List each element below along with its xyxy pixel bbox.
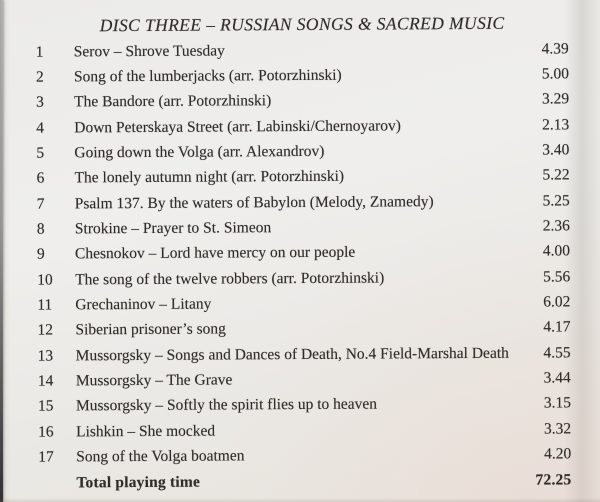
track-time: 3.40 [542, 141, 570, 159]
disc-title: DISC THREE – RUSSIAN SONGS & SACRED MUSIC [99, 12, 505, 36]
track-row [37, 214, 570, 243]
track-time: 5.22 [542, 166, 570, 184]
track-number: 5 [36, 144, 45, 162]
track-number: 12 [37, 321, 54, 340]
track-title: Mussorgsky – The Grave [75, 371, 233, 390]
track-number: 9 [36, 245, 45, 264]
track-time: 6.02 [543, 293, 571, 311]
track-title: Siberian prisoner’s song [75, 320, 226, 339]
track-number: 17 [38, 448, 54, 466]
track-title: Lishkin – She mocked [76, 422, 216, 441]
track-title: Down Peterskaya Street (arr. Labinski/Chernoyarov) [74, 117, 401, 137]
track-number: 16 [38, 423, 54, 441]
track-row [37, 290, 570, 319]
track-time: 4.17 [543, 318, 571, 336]
track-title: Mussorgsky – Songs and Dances of Death, No.4 Field-Marshal Death [75, 344, 509, 365]
track-row [36, 62, 569, 91]
track-number: 10 [37, 271, 53, 289]
track-title: Song of the Volga boatmen [76, 447, 245, 466]
total-row [38, 467, 571, 496]
track-title: Strokine – Prayer to St. Simeon [74, 219, 272, 238]
track-title: The lonely autumn night (arr. Potorzhinski) [74, 168, 345, 187]
track-title: Chesnokov – Lord have mercy on our people [74, 244, 356, 263]
track-row [37, 239, 570, 268]
track-row [36, 163, 569, 192]
track-number: 6 [36, 169, 45, 187]
track-title: Grechaninov – Litany [75, 295, 212, 314]
track-title: The Bandore (arr. Potorzhinski) [74, 92, 272, 111]
track-time: 4.20 [544, 445, 572, 463]
total-label: Total playing time [76, 473, 201, 491]
track-number: 15 [37, 397, 54, 416]
track-row [38, 340, 571, 369]
track-number: 13 [37, 347, 54, 365]
track-time: 2.13 [542, 116, 570, 134]
track-row [36, 138, 569, 167]
track-list [36, 36, 572, 470]
track-title: Mussorgsky – Softly the spirit flies up to heaven [75, 396, 378, 415]
track-time: 4.55 [543, 344, 571, 362]
track-row [37, 188, 570, 217]
track-title: Song of the lumberjacks (arr. Potorzhinski) [73, 66, 342, 86]
track-row [38, 366, 571, 395]
track-time: 5.56 [542, 268, 571, 286]
track-number: 4 [36, 119, 45, 137]
track-number: 1 [35, 43, 44, 61]
track-time: 5.25 [542, 192, 570, 210]
track-title: Psalm 137. By the waters of Babylon (Melody, Znamedy) [74, 192, 434, 213]
track-title: Serov – Shrove Tuesday [73, 42, 225, 61]
track-time: 4.00 [542, 242, 571, 260]
track-title: The song of the twelve robbers (arr. Potorzhinski) [75, 269, 385, 289]
track-time: 2.36 [542, 217, 570, 235]
track-number: 7 [36, 195, 45, 213]
track-time: 4.39 [541, 40, 569, 58]
track-number: 2 [35, 68, 44, 86]
track-time: 3.44 [543, 369, 571, 387]
track-time: 3.29 [541, 90, 570, 108]
total-time: 72.25 [535, 470, 572, 489]
track-row [37, 264, 570, 293]
track-row [36, 36, 569, 65]
track-number: 3 [36, 93, 44, 111]
track-time: 3.15 [543, 394, 571, 412]
track-number: 8 [36, 220, 45, 238]
track-row [36, 87, 569, 116]
track-row [38, 391, 571, 420]
track-time: 5.00 [541, 65, 569, 83]
track-row [37, 315, 570, 344]
track-number: 11 [37, 296, 53, 314]
track-number: 14 [37, 372, 54, 390]
track-time: 3.32 [543, 420, 572, 438]
track-row [38, 417, 571, 446]
track-row [38, 442, 571, 471]
track-title: Going down the Volga (arr. Alexandrov) [74, 142, 325, 162]
track-row [36, 112, 569, 141]
